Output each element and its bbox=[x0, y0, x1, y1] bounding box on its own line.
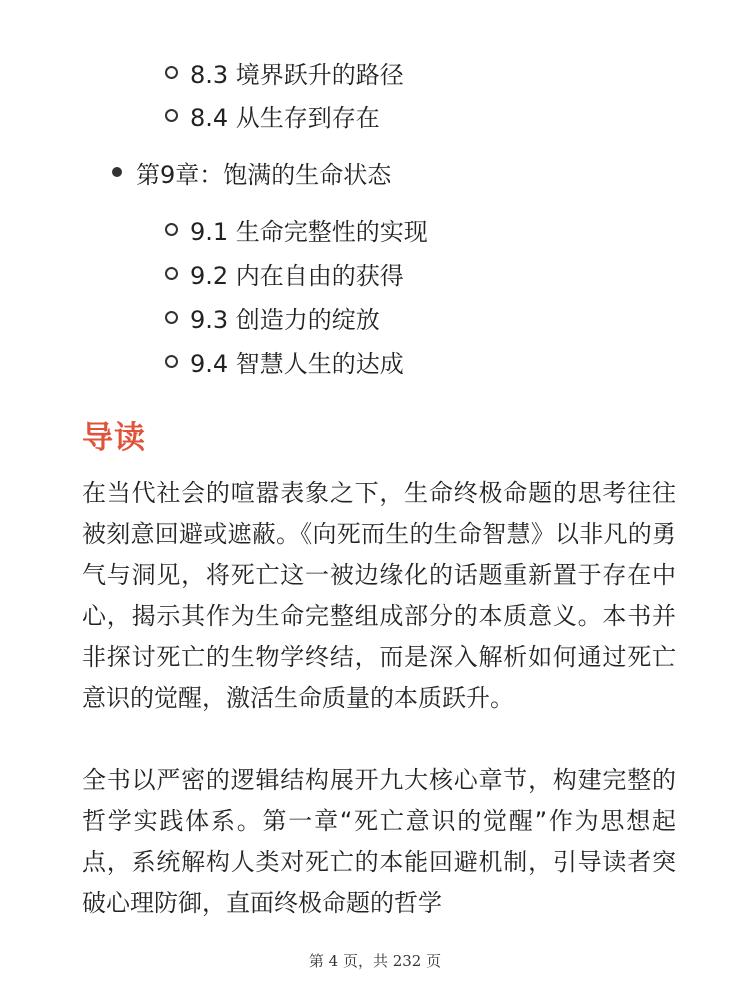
hollow-bullet-icon bbox=[165, 223, 178, 236]
toc-item-label: 8.4 从生存到存在 bbox=[190, 103, 380, 132]
toc-chapter-label: 第9章：饱满的生命状态 bbox=[136, 160, 392, 189]
toc-item-8-4[interactable] bbox=[165, 93, 380, 137]
toc-chapter-9[interactable] bbox=[112, 150, 391, 194]
toc-item-8-3[interactable] bbox=[165, 50, 404, 94]
filled-bullet-icon bbox=[112, 167, 122, 177]
body-paragraph: 在当代社会的喧嚣表象之下，生命终极命题的思考往往被刻意回避或遮蔽。《向死而生的生命智慧》以非凡的勇气与洞见，将死亡这一被边缘化的话题重新置于存在中心，揭示其作为生命完整组成部分的本质意义。本书并非探讨死亡的生物学终结，而是深入解析如何通过死亡意识的觉醒，激活生命质量的本质跃升。 bbox=[82, 479, 676, 712]
hollow-bullet-icon bbox=[165, 311, 178, 324]
hollow-bullet-icon bbox=[165, 355, 178, 368]
toc-item-label: 9.1 生命完整性的实现 bbox=[190, 217, 428, 246]
page-number: 第 4 页，共 232 页 bbox=[308, 952, 442, 970]
toc-item-9-4[interactable] bbox=[165, 339, 404, 383]
hollow-bullet-icon bbox=[165, 109, 178, 122]
toc-item-label: 9.4 智慧人生的达成 bbox=[190, 349, 404, 378]
hollow-bullet-icon bbox=[165, 66, 178, 79]
toc-item-9-2[interactable] bbox=[165, 251, 404, 295]
body-paragraph: 全书以严密的逻辑结构展开九大核心章节，构建完整的哲学实践体系。第一章“死亡意识的觉醒”作为思想起点，系统解构人类对死亡的本能回避机制，引导读者突破心理防御，直面终极命题的哲学 bbox=[82, 766, 676, 917]
toc-item-9-3[interactable] bbox=[165, 295, 380, 339]
toc-item-label: 9.2 内在自由的获得 bbox=[190, 261, 404, 290]
toc-item-label: 8.3 境界跃升的路径 bbox=[190, 60, 404, 89]
hollow-bullet-icon bbox=[165, 267, 178, 280]
toc-item-label: 9.3 创造力的绽放 bbox=[190, 305, 380, 334]
toc-item-9-1[interactable] bbox=[165, 207, 428, 251]
section-title: 导读 bbox=[82, 420, 146, 456]
